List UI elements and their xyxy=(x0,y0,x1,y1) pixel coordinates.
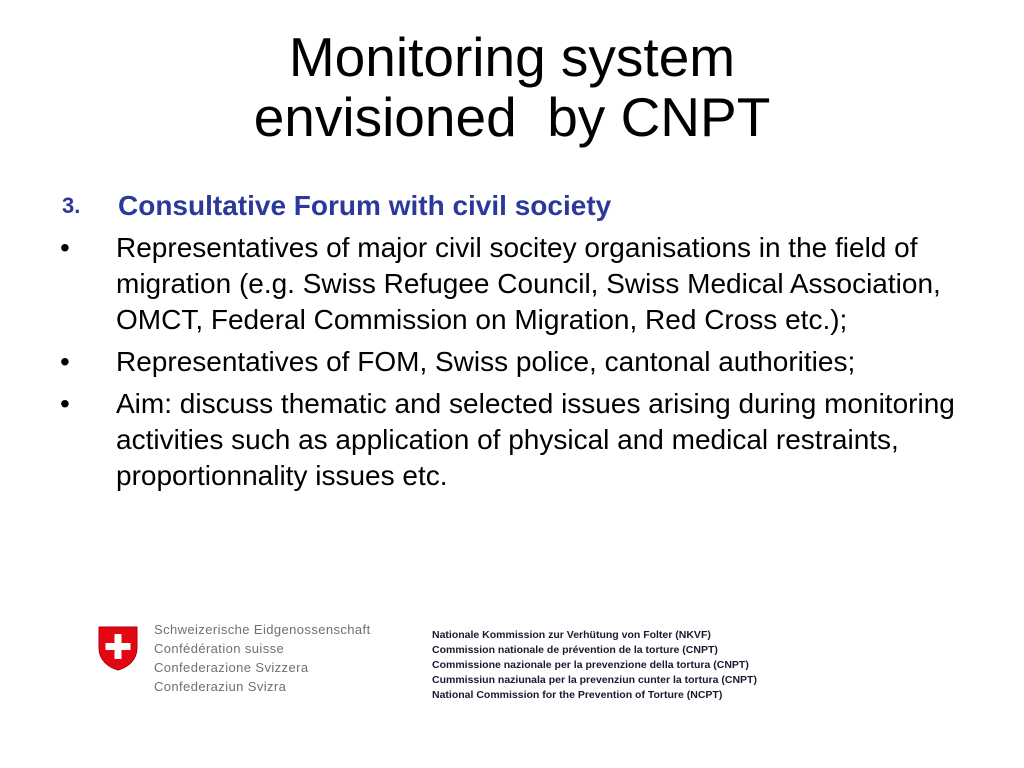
commission-name-fr: Commission nationale de prévention de la torture (CNPT) xyxy=(432,644,718,656)
swiss-coat-of-arms-icon xyxy=(96,624,140,672)
bullet-marker: • xyxy=(60,346,70,377)
commission-name-it: Commissione nazionale per la prevenzione della tortura (CNPT) xyxy=(432,659,749,671)
bullet-item xyxy=(58,344,998,380)
slide-content xyxy=(58,188,998,500)
bullet-item xyxy=(58,230,998,338)
bullet-text: Representatives of FOM, Swiss police, cantonal authorities; xyxy=(116,346,856,377)
bullet-text: Representatives of major civil socitey organisations in the field of migration (e.g. Swiss Refugee Council, Swiss Medical Association, OMCT, Federal Commission on Migration, Red Cross etc.); xyxy=(116,232,941,335)
bullet-marker: • xyxy=(60,232,70,263)
section-heading-text: Consultative Forum with civil society xyxy=(118,190,612,221)
confederation-name-de: Schweizerische Eidgenossenschaft xyxy=(154,622,371,637)
confederation-name-rm: Confederaziun Svizra xyxy=(154,679,287,694)
commission-name-rm: Cummissiun naziunala per la prevenziun cunter la tortura (CNPT) xyxy=(432,674,757,686)
confederation-name-it: Confederazione Svizzera xyxy=(154,660,309,675)
section-number: 3. xyxy=(62,193,81,218)
bullet-text: Aim: discuss thematic and selected issues arising during monitoring activities such as application of physical and medical restraints, proportionnality issues etc. xyxy=(116,388,955,491)
confederation-name-fr: Confédération suisse xyxy=(154,641,285,656)
commission-name-de: Nationale Kommission zur Verhütung von Folter (NKVF) xyxy=(432,629,711,641)
commission-name-en: National Commission for the Prevention of Torture (NCPT) xyxy=(432,689,723,701)
commission-names xyxy=(432,628,757,703)
bullet-item xyxy=(58,386,998,494)
slide-title: Monitoring system envisioned by CNPT xyxy=(253,26,771,148)
bullet-marker: • xyxy=(60,388,70,419)
section-heading xyxy=(58,188,998,224)
confederation-names xyxy=(154,620,371,696)
confederation-logo xyxy=(96,620,406,710)
